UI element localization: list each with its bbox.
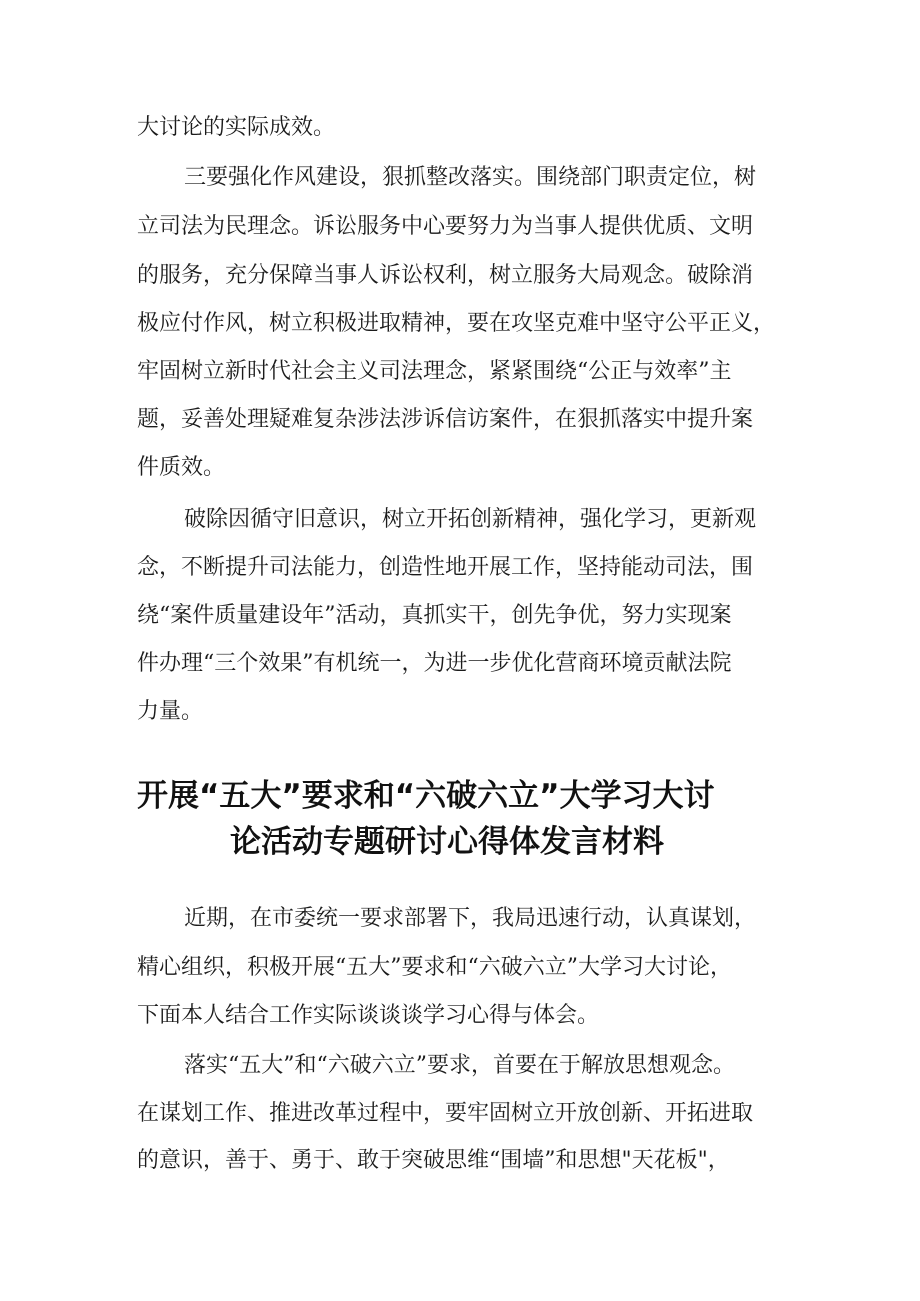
text-line: 牢固树立新时代社会主义司法理念，紧紧围绕“公正与效率”主 xyxy=(137,359,732,384)
text-line: 立司法为民理念。诉讼服务中心要努力为当事人提供优质、文明 xyxy=(137,214,754,239)
text-line: 件办理“三个效果”有机统一，为进一步优化营商环境贡献法院 xyxy=(137,651,732,676)
text-line: 近期，在市委统一要求部署下，我局迅速行动，认真谋划， xyxy=(184,906,757,931)
text-line: 破除因循守旧意识，树立开拓创新精神，强化学习，更新观 xyxy=(184,507,757,532)
text-line: 极应付作风，树立积极进取精神，要在攻坚克难中坚守公平正义， xyxy=(137,311,776,336)
text-line: 在谋划工作、推进改革过程中，要牢固树立开放创新、开拓进取 xyxy=(137,1101,754,1126)
text-line: 念，不断提升司法能力，创造性地开展工作，坚持能动司法，围 xyxy=(137,555,754,580)
text-line: 的服务，充分保障当事人诉讼权利，树立服务大局观念。破除消 xyxy=(137,263,754,288)
text-line: 精心组织，积极开展“五大”要求和“六破六立”大学习大讨论， xyxy=(137,955,732,980)
text-line: 三要强化作风建设，狠抓整改落实。围绕部门职责定位，树 xyxy=(184,165,757,190)
text-line: 件质效。 xyxy=(137,455,226,480)
text-line: 下面本人结合工作实际谈谈谈学习心得与体会。 xyxy=(137,1003,600,1028)
section-title-line: 论活动专题研讨心得体发言材料 xyxy=(230,824,664,860)
text-line: 力量。 xyxy=(137,699,204,724)
text-line: 落实“五大”和“六破六立”要求，首要在于解放思想观念。 xyxy=(184,1053,735,1078)
text-line: 题，妥善处理疑难复杂涉法涉诉信访案件，在狠抓落实中提升案 xyxy=(137,407,754,432)
section-title-line: 开展“五大”要求和“六破六立”大学习大讨 xyxy=(137,778,715,814)
text-line: 大讨论的实际成效。 xyxy=(137,115,336,140)
text-line: 的意识，善于、勇于、敢于突破思维“围墙”和思想"天花板"， xyxy=(137,1148,730,1173)
text-line: 绕“案件质量建设年”活动，真抓实干，创先争优，努力实现案 xyxy=(137,603,732,628)
